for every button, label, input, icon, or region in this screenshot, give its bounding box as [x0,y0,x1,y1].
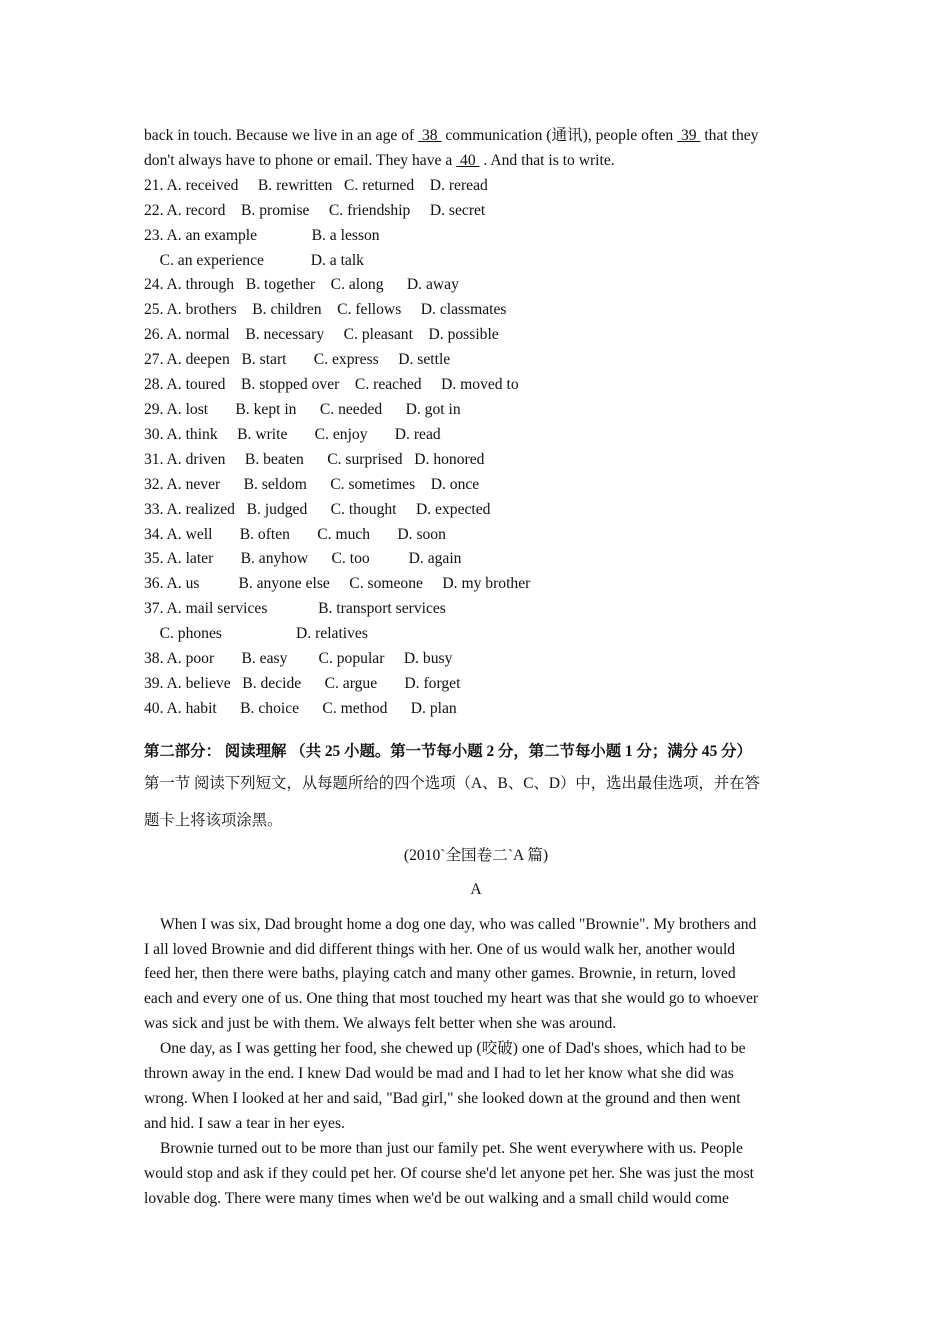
question-29: 29. A. lost B. kept in C. needed D. got in [144,400,461,418]
paragraph-2-line-2: thrown away in the end. I knew Dad would be mad and I had to let her know what she did was [144,1065,734,1083]
intro-text: back in touch. Because we live in an age of [144,127,419,144]
section-instruction-1: 第一节 阅读下列短文，从每题所给的四个选项（A、B、C、D）中，选出最佳选项，并在答 [144,774,761,792]
text: One day, as I was getting her food, she chewed up (咬破) one of Dad's shoes, which had to be [160,1040,746,1058]
intro-line-1 [144,124,808,149]
question-32: 32. A. never B. seldom C. sometimes D. once [144,475,480,493]
question-37: 37. A. mail services B. transport services [144,600,446,618]
paragraph-2-line-3: wrong. When I looked at her and said, "Bad girl," she looked down at the ground and then went [144,1090,741,1107]
spacer [144,722,808,740]
paragraph-1-line-5: was sick and just be with them. We always felt better when she was around. [144,1015,617,1033]
text: Brownie turned out to be more than just our family pet. She went everywhere with us. People [160,1139,743,1157]
paragraph-2-line-4: and hid. I saw a tear in her eyes. [144,1114,345,1132]
question-26: 26. A. normal B. necessary C. pleasant D. possible [144,326,499,344]
question-39: 39. A. believe B. decide C. argue D. forget [144,674,461,692]
question-35: 35. A. later B. anyhow C. too D. again [144,550,462,568]
question-37-cont: C. phones D. relatives [144,625,368,643]
question-36: 36. A. us B. anyone else C. someone D. my brother [144,575,531,593]
intro-line-2 [144,149,808,174]
passage-source: (2010`全国卷二`A 篇) [403,846,549,864]
intro-text: communication (通讯), people often [441,127,678,144]
question-24: 24. A. through B. together C. along D. away [144,276,459,294]
paragraph-1-line-1 [144,913,808,938]
question-38: 38. A. poor B. easy C. popular D. busy [144,650,453,668]
intro-text: don't always have to phone or email. They have a [144,151,457,169]
question-22: 22. A. record B. promise C. friendship D. secret [144,201,486,219]
question-21: 21. A. received B. rewritten C. returned D. reread [144,176,488,194]
intro-text: that they [700,127,759,144]
question-23-cont: C. an experience D. a talk [144,251,364,269]
question-34: 34. A. well B. often C. much D. soon [144,525,446,543]
question-31: 31. A. driven B. beaten C. surprised D. honored [144,450,485,468]
paragraph-2-line-1 [144,1037,808,1062]
document-page [144,124,808,1212]
paragraph-1-line-3: feed her, then there were baths, playing catch and many other games. Brownie, in return, loved [144,965,736,983]
section-heading: 第二部分： 阅读理解 （共 25 小题。第一节每小题 2 分，第二节每小题 1 分；满分 45 分） [144,742,752,760]
question-27: 27. A. deepen B. start C. express D. settle [144,351,451,369]
paragraph-3-line-3: lovable dog. There were many times when we'd be out walking and a small child would come [144,1189,729,1207]
question-25: 25. A. brothers B. children C. fellows D. classmates [144,301,507,319]
question-30: 30. A. think B. write C. enjoy D. read [144,425,441,443]
intro-text: . And that is to write. [479,151,615,169]
section-instruction-2: 题卡上将该项涂黑。 [144,811,283,829]
question-28: 28. A. toured B. stopped over C. reached D. moved to [144,376,519,394]
blank-38: 38 [418,127,442,144]
text: When I was six, Dad brought home a dog one day, who was called "Brownie". My brothers and [160,915,757,933]
paragraph-1-line-2: I all loved Brownie and did different things with her. One of us would walk her, another would [144,940,736,958]
paragraph-1-line-4: each and every one of us. One thing that most touched my heart was that she would go to whoever [144,990,759,1008]
question-40: 40. A. habit B. choice C. method D. plan [144,699,457,717]
paragraph-3-line-1 [144,1137,808,1162]
question-23: 23. A. an example B. a lesson [144,226,380,244]
blank-39: 39 [677,127,701,144]
blank-40: 40 [456,151,480,169]
paragraph-3-line-2: would stop and ask if they could pet her. Of course she'd let anyone pet her. She was just the most [144,1164,754,1182]
question-33: 33. A. realized B. judged C. thought D. expected [144,500,491,518]
passage-label: A [470,880,482,898]
